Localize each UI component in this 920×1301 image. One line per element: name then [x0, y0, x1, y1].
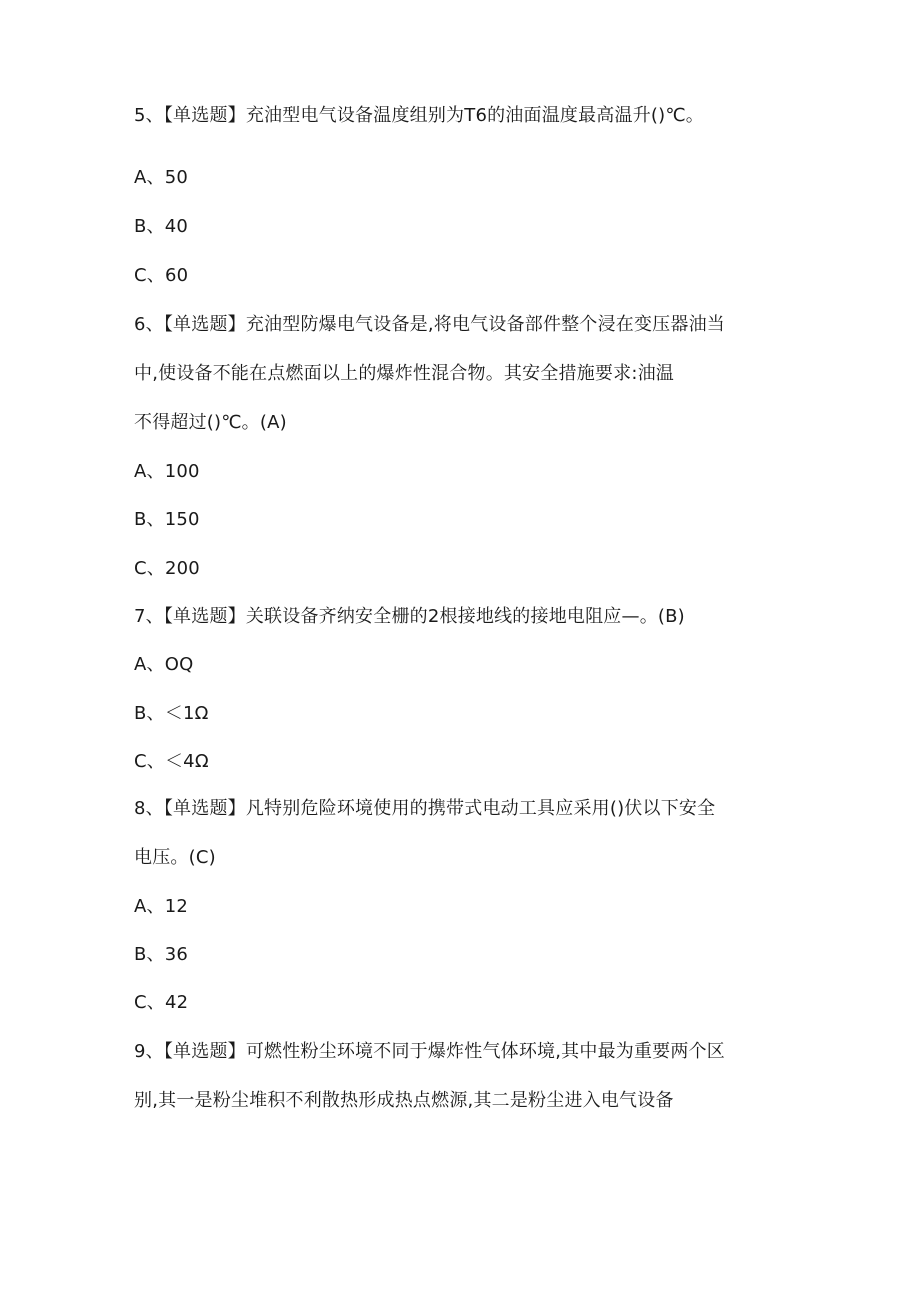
question-7-option-c: C、＜4Ω: [134, 751, 209, 772]
question-8-stem-line-1: 8、【单选题】凡特别危险环境使用的携带式电动工具应采用()伏以下安全: [134, 798, 716, 819]
question-6-option-a: A、100: [134, 461, 200, 482]
question-5-stem: 5、【单选题】充油型电气设备温度组别为T6的油面温度最高温升()℃。: [134, 105, 704, 126]
question-8-option-b: B、36: [134, 944, 189, 965]
question-5-option-b: B、40: [134, 216, 189, 237]
question-7-option-b: B、＜1Ω: [134, 703, 209, 724]
question-8-option-c: C、42: [134, 992, 189, 1013]
question-6-stem-line-2: 中,使设备不能在点燃面以上的爆炸性混合物。其安全措施要求:油温: [134, 363, 674, 384]
question-7-stem: 7、【单选题】关联设备齐纳安全栅的2根接地线的接地电阻应—。(B): [134, 606, 685, 627]
question-9-stem-line-1: 9、【单选题】可燃性粉尘环境不同于爆炸性气体环境,其中最为重要两个区: [134, 1041, 725, 1062]
question-8-stem-line-2: 电压。(C): [134, 847, 216, 868]
question-8-option-a: A、12: [134, 896, 189, 917]
question-6-stem-line-3: 不得超过()℃。(A): [134, 412, 287, 433]
question-6-option-b: B、150: [134, 509, 200, 530]
question-7-option-a: A、OQ: [134, 654, 194, 675]
question-6-option-c: C、200: [134, 558, 200, 579]
question-5-option-a: A、50: [134, 167, 189, 188]
question-5-option-c: C、60: [134, 265, 189, 286]
question-6-stem-line-1: 6、【单选题】充油型防爆电气设备是,将电气设备部件整个浸在变压器油当: [134, 314, 725, 335]
question-9-stem-line-2: 别,其一是粉尘堆积不利散热形成热点燃源,其二是粉尘进入电气设备: [134, 1090, 674, 1111]
